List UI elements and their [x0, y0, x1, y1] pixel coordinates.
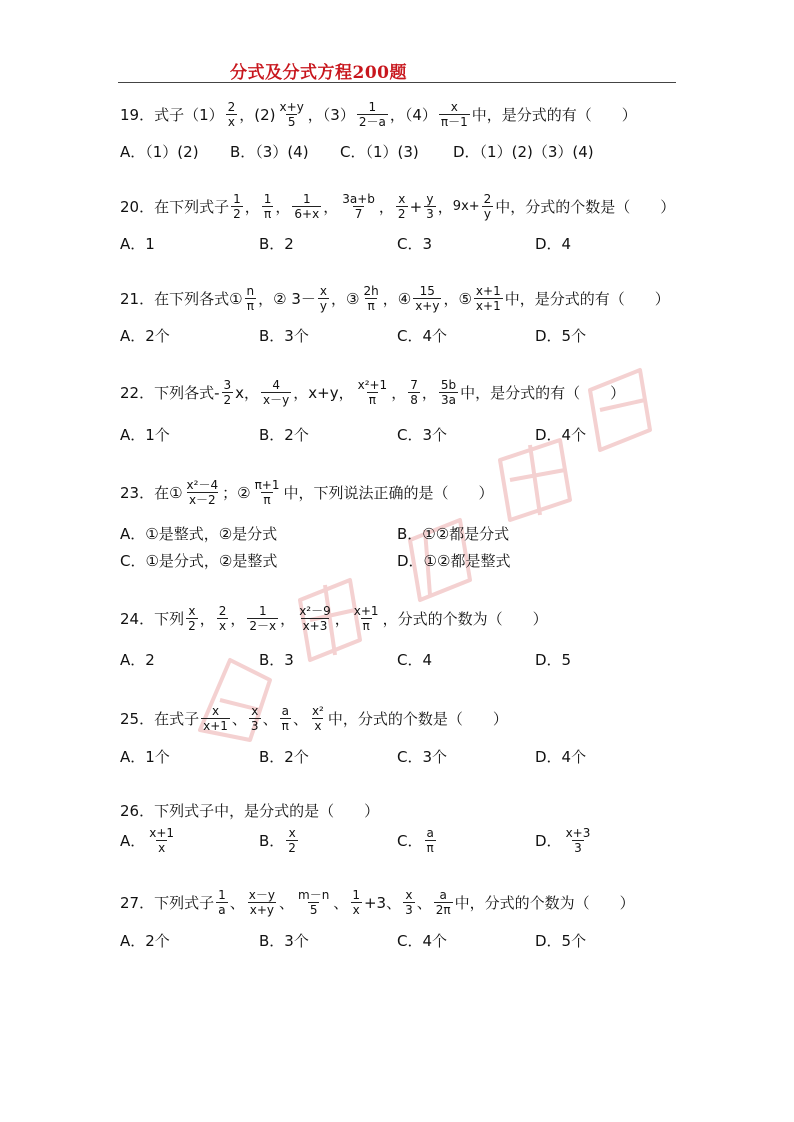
- option-c[interactable]: C．4个: [397, 327, 448, 345]
- option-d[interactable]: D．4个: [535, 748, 587, 766]
- question-26: [120, 800, 379, 821]
- numerator: 3: [223, 378, 232, 392]
- numerator: 2: [227, 100, 236, 114]
- denominator: x: [314, 719, 322, 733]
- option-b[interactable]: B．2个: [259, 426, 309, 444]
- denominator: x: [227, 115, 236, 129]
- option-c[interactable]: C．3: [397, 235, 433, 253]
- fraction: [424, 192, 436, 221]
- numerator: y: [426, 192, 434, 206]
- denominator: 8: [410, 393, 418, 407]
- question-text: 式子（1）: [154, 106, 224, 124]
- question-text: x，: [235, 384, 260, 402]
- fraction: [413, 284, 441, 313]
- question-text: 在式子: [154, 710, 200, 728]
- denominator: x+y: [415, 299, 440, 313]
- option-d[interactable]: D．5个: [535, 932, 587, 950]
- question-text: 中，分式的个数是（ ）: [495, 198, 676, 216]
- fraction: [280, 704, 291, 733]
- denominator: x: [158, 841, 166, 855]
- numerator: x－y: [248, 888, 275, 902]
- option-c[interactable]: C．3个: [397, 426, 448, 444]
- option-b[interactable]: B．2个: [259, 748, 309, 766]
- denominator: 7: [354, 207, 363, 221]
- option-a[interactable]: A．①是整式，②是分式: [120, 525, 278, 543]
- denominator: 3: [574, 841, 582, 855]
- fraction: [296, 888, 331, 917]
- fraction: [424, 826, 435, 855]
- numerator: 1: [263, 192, 272, 206]
- denominator: x－2: [188, 493, 216, 507]
- denominator: 3: [426, 207, 434, 221]
- denominator: 3: [405, 903, 413, 917]
- denominator: 5: [309, 903, 318, 917]
- question-text: 在①: [154, 484, 183, 502]
- question-20: 20． 在下列式子 $\frac{1}{2}$ ， $\frac{1}{\pi}$ ， $\frac{1}{6+x}$ ， $\frac{3a+b}{7}$ ， $\frac{x}{2}$ + $\frac{y}{3}$ ， 9x+ $\frac{2}{y}$ 中，分式的个数是（ ）: [120, 192, 676, 221]
- denominator: π－1: [440, 115, 468, 129]
- question-text: 21．: [120, 290, 155, 308]
- numerator: 5b: [440, 378, 457, 392]
- denominator: 2: [288, 841, 296, 855]
- question-text: ，(2): [239, 106, 276, 124]
- option-c[interactable]: C．4个: [397, 932, 448, 950]
- numerator: x: [288, 826, 296, 840]
- question-text: 24．: [120, 610, 155, 628]
- denominator: 5: [287, 115, 296, 129]
- numerator: 4: [272, 378, 280, 392]
- question-text: 中，是分式的有（ ）: [471, 106, 637, 124]
- option-d[interactable]: D．4: [535, 235, 572, 253]
- question-27: 27． 下列式子 $\frac{1}{a}$ 、 $\frac{x-y}{x+y}$ 、 $\frac{m-n}{5}$ 、 $\frac{1}{x}$ +3、 $\frac{x}{3}$ 、 $\frac{a}{2\pi}$ 中，分式的个数为（ ）: [120, 888, 635, 917]
- fraction: [318, 284, 329, 313]
- fraction: [253, 478, 282, 507]
- option-label: B．: [259, 832, 285, 850]
- option-a[interactable]: A．1个: [120, 426, 170, 444]
- fraction: [340, 192, 377, 221]
- fraction: [262, 192, 274, 221]
- option-d[interactable]: D．5个: [535, 327, 587, 345]
- numerator: 1: [258, 604, 267, 618]
- question-text: 下列各式-: [154, 384, 220, 402]
- question-text: 27．: [120, 894, 155, 912]
- question-text: 中，是分式的有（ ）: [504, 290, 670, 308]
- fraction: [297, 604, 333, 633]
- question-text: 20．: [120, 198, 155, 216]
- option-b[interactable]: B．（3）(4): [230, 143, 309, 161]
- option-a[interactable]: A．（1）(2): [120, 143, 199, 161]
- numerator: x: [211, 704, 220, 718]
- denominator: 2: [188, 619, 196, 633]
- denominator: a: [218, 903, 226, 917]
- fraction: [286, 826, 298, 855]
- question-text: ；②: [222, 484, 251, 502]
- option-b[interactable]: B．2: [259, 235, 294, 253]
- question-text: 22．: [120, 384, 155, 402]
- option-d[interactable]: D．4个: [535, 426, 587, 444]
- fraction: [350, 888, 362, 917]
- question-text: ，② 3－: [258, 290, 316, 308]
- fraction: [434, 888, 453, 917]
- fraction: [216, 888, 228, 917]
- denominator: x+1: [203, 719, 228, 733]
- denominator: 6+x: [294, 207, 320, 221]
- page-title: 分式及分式方程200题: [230, 63, 407, 83]
- question-text: ，分式的个数为（ ）: [382, 610, 548, 628]
- fraction: [474, 284, 503, 313]
- question-text: 中，是分式的有（ ）: [460, 384, 626, 402]
- fraction: [310, 704, 326, 733]
- denominator: 2: [233, 207, 241, 221]
- denominator: 2: [223, 393, 232, 407]
- question-text: 下列式子中，是分式的是（ ）: [154, 802, 380, 820]
- option-a[interactable]: A．1个: [120, 748, 170, 766]
- denominator: 2π: [435, 903, 451, 917]
- numerator: x²: [311, 704, 324, 718]
- option-c[interactable]: [397, 826, 438, 855]
- question-text: ，⑤: [443, 290, 472, 308]
- option-b[interactable]: B．3个: [259, 327, 309, 345]
- option-a[interactable]: A．2个: [120, 932, 170, 950]
- fraction: [361, 284, 380, 313]
- fraction: [403, 888, 415, 917]
- fraction: [217, 604, 229, 633]
- denominator: π: [263, 493, 271, 507]
- fraction: [261, 378, 291, 407]
- numerator: 2: [218, 604, 227, 618]
- fraction: [564, 826, 593, 855]
- question-text: ，③: [331, 290, 360, 308]
- question-21: [120, 284, 670, 313]
- fraction: [201, 704, 230, 733]
- fraction: [226, 100, 238, 129]
- question-text: +3、: [363, 894, 402, 912]
- denominator: x+1: [475, 299, 501, 313]
- denominator: x－y: [263, 393, 290, 407]
- fraction: [278, 100, 306, 129]
- question-text: 下列: [154, 610, 185, 628]
- numerator: x: [398, 192, 406, 206]
- option-b[interactable]: [259, 826, 300, 855]
- denominator: 2－x: [249, 619, 277, 633]
- option-b[interactable]: B．3个: [259, 932, 309, 950]
- denominator: π: [263, 207, 272, 221]
- denominator: π: [362, 619, 370, 633]
- numerator: x: [405, 888, 413, 902]
- denominator: π: [426, 841, 434, 855]
- denominator: x+3: [302, 619, 328, 633]
- question-text: 中，分式的个数是（ ）: [327, 710, 508, 728]
- denominator: π: [368, 393, 377, 407]
- denominator: x: [219, 619, 227, 633]
- numerator: x: [450, 100, 458, 114]
- numerator: a: [439, 888, 447, 902]
- header-rule: [118, 82, 676, 83]
- numerator: x+y: [279, 100, 304, 114]
- question-text: 下列式子: [154, 894, 215, 912]
- denominator: π: [367, 299, 375, 313]
- numerator: x: [188, 604, 196, 618]
- option-d[interactable]: D．①②都是整式: [397, 552, 511, 570]
- option-b[interactable]: B．3: [259, 651, 294, 669]
- fraction: [352, 604, 381, 633]
- option-c[interactable]: C．（1）(3): [340, 143, 419, 161]
- fraction: [357, 100, 388, 129]
- numerator: x²+1: [357, 378, 388, 392]
- numerator: 3a+b: [342, 192, 375, 206]
- denominator: x: [352, 903, 360, 917]
- numerator: 2h: [363, 284, 379, 298]
- option-d[interactable]: D．5: [535, 651, 572, 669]
- numerator: x+1: [149, 826, 175, 840]
- numerator: n: [246, 284, 255, 298]
- denominator: 2－a: [358, 115, 386, 129]
- numerator: m－n: [298, 888, 330, 902]
- option-a[interactable]: A．2个: [120, 327, 170, 345]
- denominator: y: [319, 299, 328, 313]
- fraction: [222, 378, 234, 407]
- fraction: [439, 378, 458, 407]
- denominator: π: [246, 299, 254, 313]
- question-22: 22． 下列各式- $\frac{3}{2}$ x， $\frac{4}{x-y}$ ，x+y， $\frac{\text{x²+1}}{\pi}$ ， $\frac{7}{8}$ ， $\frac{5b}{3a}$ 中，是分式的有（ ）: [120, 378, 626, 407]
- numerator: 7: [410, 378, 418, 392]
- denominator: 2: [397, 207, 406, 221]
- denominator: x+y: [249, 903, 274, 917]
- fraction: [186, 604, 198, 633]
- fraction: [356, 378, 390, 407]
- option-c[interactable]: C．4: [397, 651, 433, 669]
- numerator: 1: [218, 888, 226, 902]
- question-25: 25． 在式子 $\frac{x}{x+1}$ 、 $\frac{x}{3}$ 、 $\frac{a}{\pi}$ 、 $\frac{\text{x²}}{x}$ 中，分式的个数是（ ）: [120, 704, 508, 733]
- fraction: [439, 100, 470, 129]
- question-text: ，x+y，: [293, 384, 354, 402]
- fraction: [185, 478, 221, 507]
- fraction: [396, 192, 408, 221]
- question-text: 25．: [120, 710, 155, 728]
- denominator: 3: [250, 719, 259, 733]
- option-label: A．: [120, 832, 146, 850]
- question-23: [120, 478, 494, 507]
- fraction: [249, 704, 261, 733]
- fraction: [147, 826, 176, 855]
- option-b[interactable]: B．①②都是分式: [397, 525, 510, 543]
- numerator: a: [426, 826, 434, 840]
- option-a[interactable]: A．1: [120, 235, 155, 253]
- fraction: [482, 192, 494, 221]
- numerator: x: [251, 704, 259, 718]
- option-a[interactable]: A．2: [120, 651, 155, 669]
- option-c[interactable]: C．3个: [397, 748, 448, 766]
- numerator: x+1: [475, 284, 501, 298]
- question-text: 19．: [120, 106, 155, 124]
- numerator: x+3: [565, 826, 591, 840]
- fraction: [408, 378, 420, 407]
- fraction: [231, 192, 243, 221]
- numerator: π+1: [254, 478, 280, 492]
- fraction: [247, 888, 277, 917]
- option-d[interactable]: D．（1）(2)（3）(4): [453, 143, 594, 161]
- question-text: 26．: [120, 802, 155, 820]
- numerator: x²－9: [299, 604, 331, 618]
- numerator: 2: [483, 192, 492, 206]
- question-text: 在下列式子: [154, 198, 230, 216]
- question-text: ，（4）: [389, 106, 437, 124]
- numerator: x+1: [353, 604, 379, 618]
- question-text: 9x+: [452, 199, 480, 214]
- question-text: ，（3）: [307, 106, 355, 124]
- denominator: 3a: [441, 393, 456, 407]
- question-text: ，④: [382, 290, 412, 308]
- numerator: 1: [303, 192, 311, 206]
- question-text: 在下列各式①: [154, 290, 243, 308]
- question-text: 中，分式的个数为（ ）: [454, 894, 635, 912]
- fraction: [292, 192, 321, 221]
- numerator: 1: [233, 192, 241, 206]
- question-24: 24． 下列 $\frac{x}{2}$ ， $\frac{2}{x}$ ， $\frac{1}{2-x}$ ， $\frac{\text{x²－9}}{x+3}$ ， $\frac{x+1}{\pi}$ ，分式的个数为（ ）: [120, 604, 548, 633]
- denominator: π: [281, 719, 289, 733]
- numerator: 1: [368, 100, 377, 114]
- numerator: a: [281, 704, 289, 718]
- option-label: C．: [397, 832, 423, 850]
- numerator: x: [319, 284, 328, 298]
- numerator: 1: [352, 888, 360, 902]
- numerator: x²－4: [186, 478, 219, 492]
- option-a[interactable]: [120, 826, 178, 855]
- fraction: [247, 604, 278, 633]
- option-label: D．: [535, 832, 562, 850]
- question-text: 中，下列说法正确的是（ ）: [283, 484, 494, 502]
- question-text: 23．: [120, 484, 155, 502]
- question-19: [120, 100, 637, 129]
- option-c[interactable]: C．①是分式，②是整式: [120, 552, 278, 570]
- denominator: y: [483, 207, 492, 221]
- numerator: 15: [419, 284, 435, 298]
- fraction: [245, 284, 257, 313]
- option-d[interactable]: [535, 826, 594, 855]
